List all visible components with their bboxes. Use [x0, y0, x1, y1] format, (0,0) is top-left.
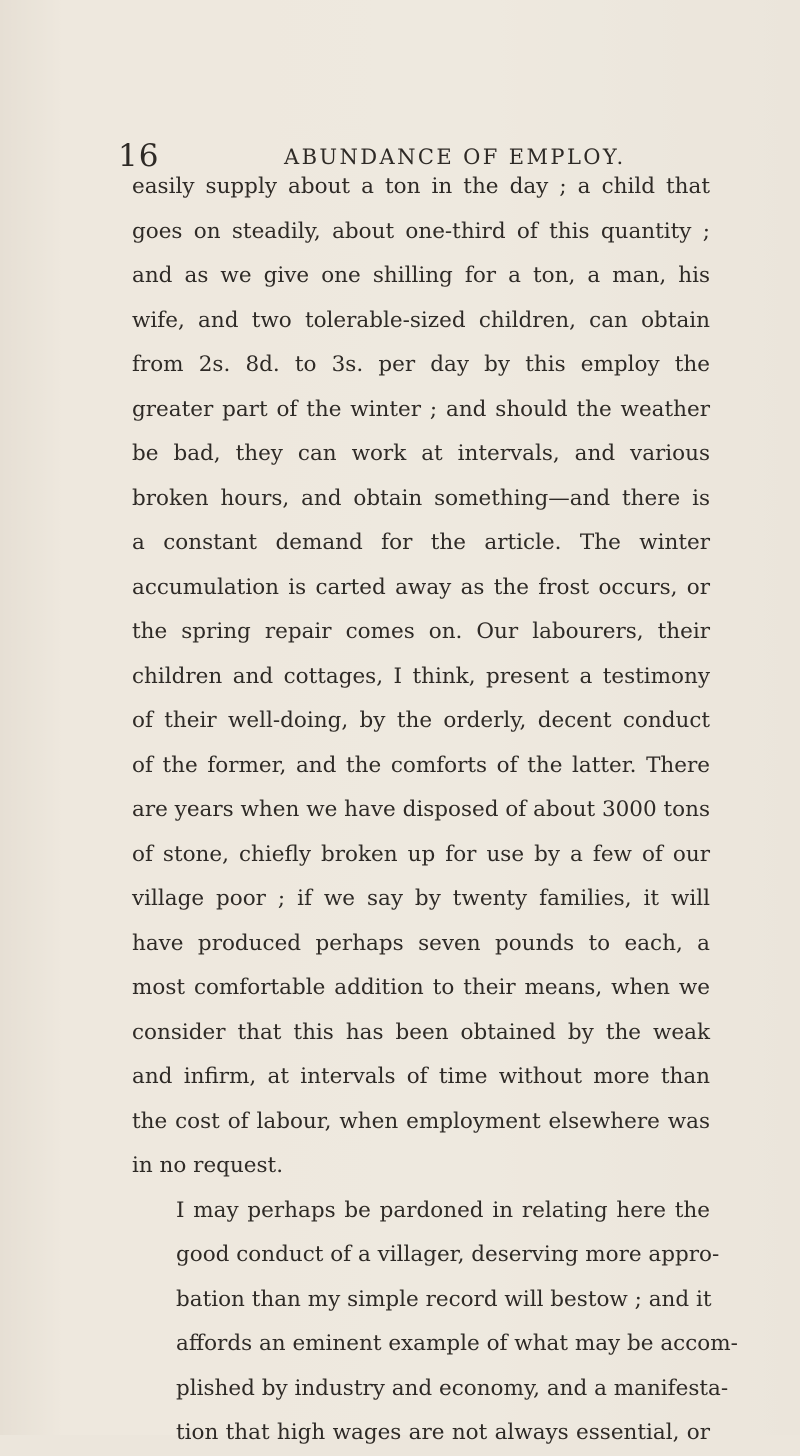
text-line: village poor ; if we say by twenty families, it will [132, 886, 710, 911]
text-line: good conduct of a villager, deserving more appro- [176, 1242, 720, 1267]
text-line: affords an eminent example of what may be accom- [176, 1331, 738, 1356]
text-line: goes on steadily, about one-third of this quantity ; [132, 218, 710, 244]
text-line: the spring repair comes on. Our labourers, their [132, 619, 710, 644]
text-line: are years when we have disposed of about 3000 tons [132, 797, 710, 822]
text-line: have produced perhaps seven pounds to each, a [132, 930, 710, 956]
paragraph-2 [132, 1189, 738, 1456]
text-line: of their well-doing, by the orderly, decent conduct [132, 708, 710, 733]
text-line: easily supply about a ton in the day ; a child that [132, 174, 710, 199]
text-line: and as we give one shilling for a ton, a man, his [132, 263, 710, 288]
text-line: from 2s. 8d. to 3s. per day by this employ the [132, 352, 710, 377]
text-line: of stone, chiefly broken up for use by a few of our [132, 841, 710, 867]
paragraph-1 [132, 165, 710, 1189]
text-line: a constant demand for the article. The winter [132, 530, 710, 555]
text-line: children and cottages, I think, present a testimony [132, 663, 710, 689]
text-line: plished by industry and economy, and a manifesta- [176, 1375, 729, 1401]
text-line: and infirm, at intervals of time without more than [132, 1064, 710, 1089]
text-line: greater part of the winter ; and should the weather [132, 396, 710, 422]
text-line: consider that this has been obtained by the weak [132, 1019, 710, 1045]
text-line: in no request. [132, 1153, 284, 1178]
text-line: I may perhaps be pardoned in relating here the [176, 1197, 710, 1223]
body-text [132, 165, 738, 1456]
text-line: broken hours, and obtain something—and there is [132, 485, 710, 511]
text-line: of the former, and the comforts of the latter. There [132, 752, 710, 778]
text-line: bation than my simple record will bestow ; and it [176, 1286, 712, 1312]
text-line: the cost of labour, when employment elsewhere was [132, 1108, 710, 1134]
text-line: be bad, they can work at intervals, and various [132, 441, 710, 466]
page-number: 16 [118, 138, 160, 174]
running-title: ABUNDANCE OF EMPLOY. [284, 145, 626, 169]
text-line: accumulation is carted away as the frost occurs, or [132, 574, 710, 600]
text-line: wife, and two tolerable-sized children, can obtain [132, 307, 710, 333]
text-line: tion that high wages are not always essential, or [176, 1420, 710, 1445]
text-line: most comfortable addition to their means, when we [132, 975, 710, 1000]
